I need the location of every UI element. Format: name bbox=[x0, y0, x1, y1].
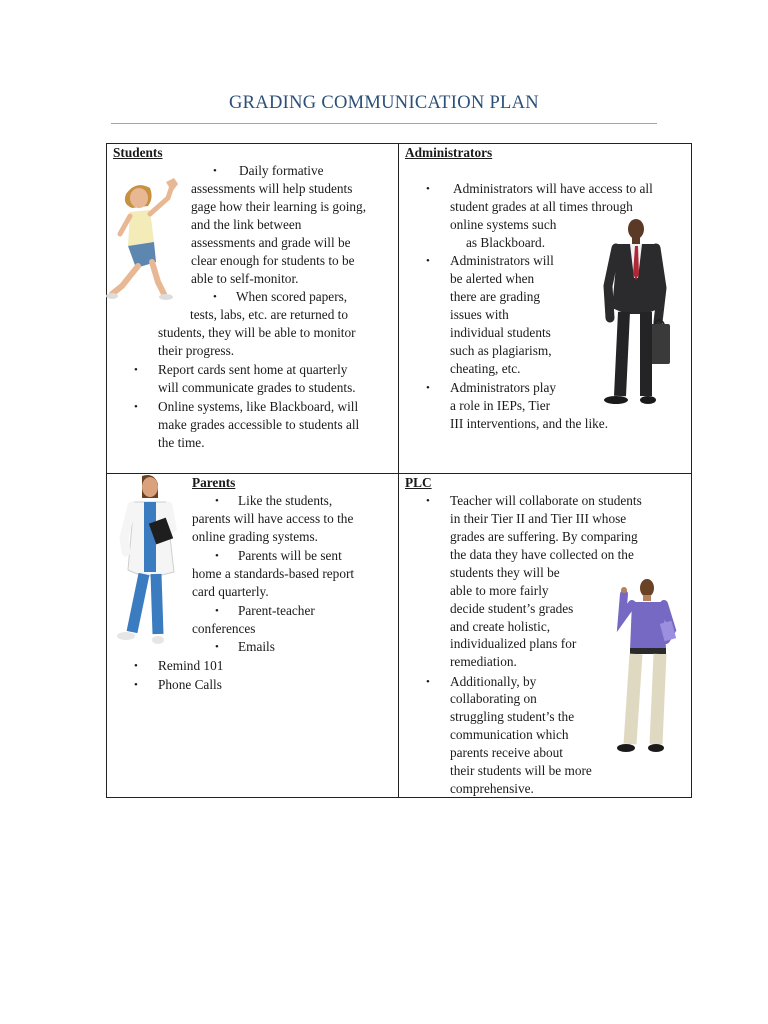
students-line: will communicate grades to students. bbox=[158, 380, 356, 395]
plc-line: students they will be bbox=[450, 565, 560, 580]
administrators-line: such as plagiarism, bbox=[450, 343, 552, 358]
plc-line: Teacher will collaborate on students bbox=[450, 493, 642, 508]
administrators-line: Administrators will have access to all bbox=[453, 181, 653, 196]
students-line: able to self-monitor. bbox=[191, 271, 299, 286]
students-bullet-3: • bbox=[134, 364, 138, 376]
title-underline-rule bbox=[111, 123, 657, 124]
parents-bullet-6: • bbox=[134, 679, 138, 691]
students-line: Online systems, like Blackboard, will bbox=[158, 399, 359, 414]
plc-line: decide student’s grades bbox=[450, 601, 574, 616]
students-bullet-2: • bbox=[213, 291, 217, 303]
parents-bullet-2: • bbox=[215, 550, 219, 562]
administrators-line: online systems such bbox=[450, 217, 557, 232]
plc-line: parents receive about bbox=[450, 745, 563, 760]
parents-bullet-4: • bbox=[215, 641, 219, 653]
document-title: GRADING COMMUNICATION PLAN bbox=[229, 93, 539, 113]
administrators-line: as Blackboard. bbox=[466, 235, 546, 250]
plc-line: comprehensive. bbox=[450, 781, 534, 796]
table-column-divider bbox=[398, 143, 399, 797]
students-line: make grades accessible to students all bbox=[158, 417, 360, 432]
plc-heading: PLC bbox=[405, 475, 432, 490]
students-bullet-4: • bbox=[134, 401, 138, 413]
plc-line: collaborating on bbox=[450, 691, 537, 706]
plc-line: remediation. bbox=[450, 654, 517, 669]
administrators-line: there are grading bbox=[450, 289, 541, 304]
administrators-bullet-2: • bbox=[426, 255, 430, 267]
parents-line: Phone Calls bbox=[158, 677, 222, 692]
parents-bullet-5: • bbox=[134, 660, 138, 672]
students-line: students, they will be able to monitor bbox=[158, 325, 356, 340]
jumping-student-image bbox=[106, 176, 186, 306]
administrators-line: cheating, etc. bbox=[450, 361, 521, 376]
plc-line: their students will be more bbox=[450, 763, 592, 778]
administrators-line: Administrators will bbox=[450, 253, 554, 268]
administrators-line: student grades at all times through bbox=[450, 199, 633, 214]
administrators-bullet-3: • bbox=[426, 382, 430, 394]
plc-line: in their Tier II and Tier III whose bbox=[450, 511, 627, 526]
students-heading: Students bbox=[113, 145, 163, 160]
administrators-line: III interventions, and the like. bbox=[450, 416, 609, 431]
parents-line: parents will have access to the bbox=[192, 511, 354, 526]
administrators-line: Administrators play bbox=[450, 380, 556, 395]
parents-line: Parents will be sent bbox=[238, 548, 342, 563]
students-line: tests, labs, etc. are returned to bbox=[190, 307, 349, 322]
plc-line: Additionally, by bbox=[450, 674, 537, 689]
parent-in-lab-coat-image bbox=[112, 472, 186, 646]
plc-line: and create holistic, bbox=[450, 619, 551, 634]
plc-bullet-2: • bbox=[426, 676, 430, 688]
plc-line: able to more fairly bbox=[450, 583, 549, 598]
administrators-line: individual students bbox=[450, 325, 551, 340]
parents-line: Like the students, bbox=[238, 493, 333, 508]
teacher-image bbox=[612, 578, 682, 754]
plc-line: the data they have collected on the bbox=[450, 547, 634, 562]
plc-line: communication which bbox=[450, 727, 569, 742]
students-line: Daily formative bbox=[239, 163, 324, 178]
administrators-bullet-1: • bbox=[426, 183, 430, 195]
parents-line: card quarterly. bbox=[192, 584, 269, 599]
administrators-heading: Administrators bbox=[405, 145, 493, 160]
administrators-line: be alerted when bbox=[450, 271, 535, 286]
parents-line: Remind 101 bbox=[158, 658, 224, 673]
students-line: their progress. bbox=[158, 343, 235, 358]
plc-line: struggling student’s the bbox=[450, 709, 575, 724]
parents-line: conferences bbox=[192, 621, 256, 636]
students-line: assessments will help students bbox=[191, 181, 353, 196]
parents-heading: Parents bbox=[192, 475, 236, 490]
parents-line: online grading systems. bbox=[192, 529, 318, 544]
students-line: gage how their learning is going, bbox=[191, 199, 367, 214]
students-bullet-1: • bbox=[213, 165, 217, 177]
administrators-line: a role in IEPs, Tier bbox=[450, 398, 551, 413]
parents-line: home a standards-based report bbox=[192, 566, 355, 581]
parents-bullet-3: • bbox=[215, 605, 219, 617]
plc-bullet-1: • bbox=[426, 495, 430, 507]
parents-line: Parent-teacher bbox=[238, 603, 315, 618]
plc-line: grades are suffering. By comparing bbox=[450, 529, 638, 544]
students-line: When scored papers, bbox=[236, 289, 348, 304]
students-line: and the link between bbox=[191, 217, 302, 232]
students-line: Report cards sent home at quarterly bbox=[158, 362, 348, 377]
students-line: assessments and grade will be bbox=[191, 235, 351, 250]
students-line: the time. bbox=[158, 435, 205, 450]
parents-bullet-1: • bbox=[215, 495, 219, 507]
businessman-image bbox=[590, 218, 674, 406]
parents-line: Emails bbox=[238, 639, 275, 654]
plc-line: individualized plans for bbox=[450, 636, 577, 651]
students-line: clear enough for students to be bbox=[191, 253, 355, 268]
administrators-line: issues with bbox=[450, 307, 509, 322]
